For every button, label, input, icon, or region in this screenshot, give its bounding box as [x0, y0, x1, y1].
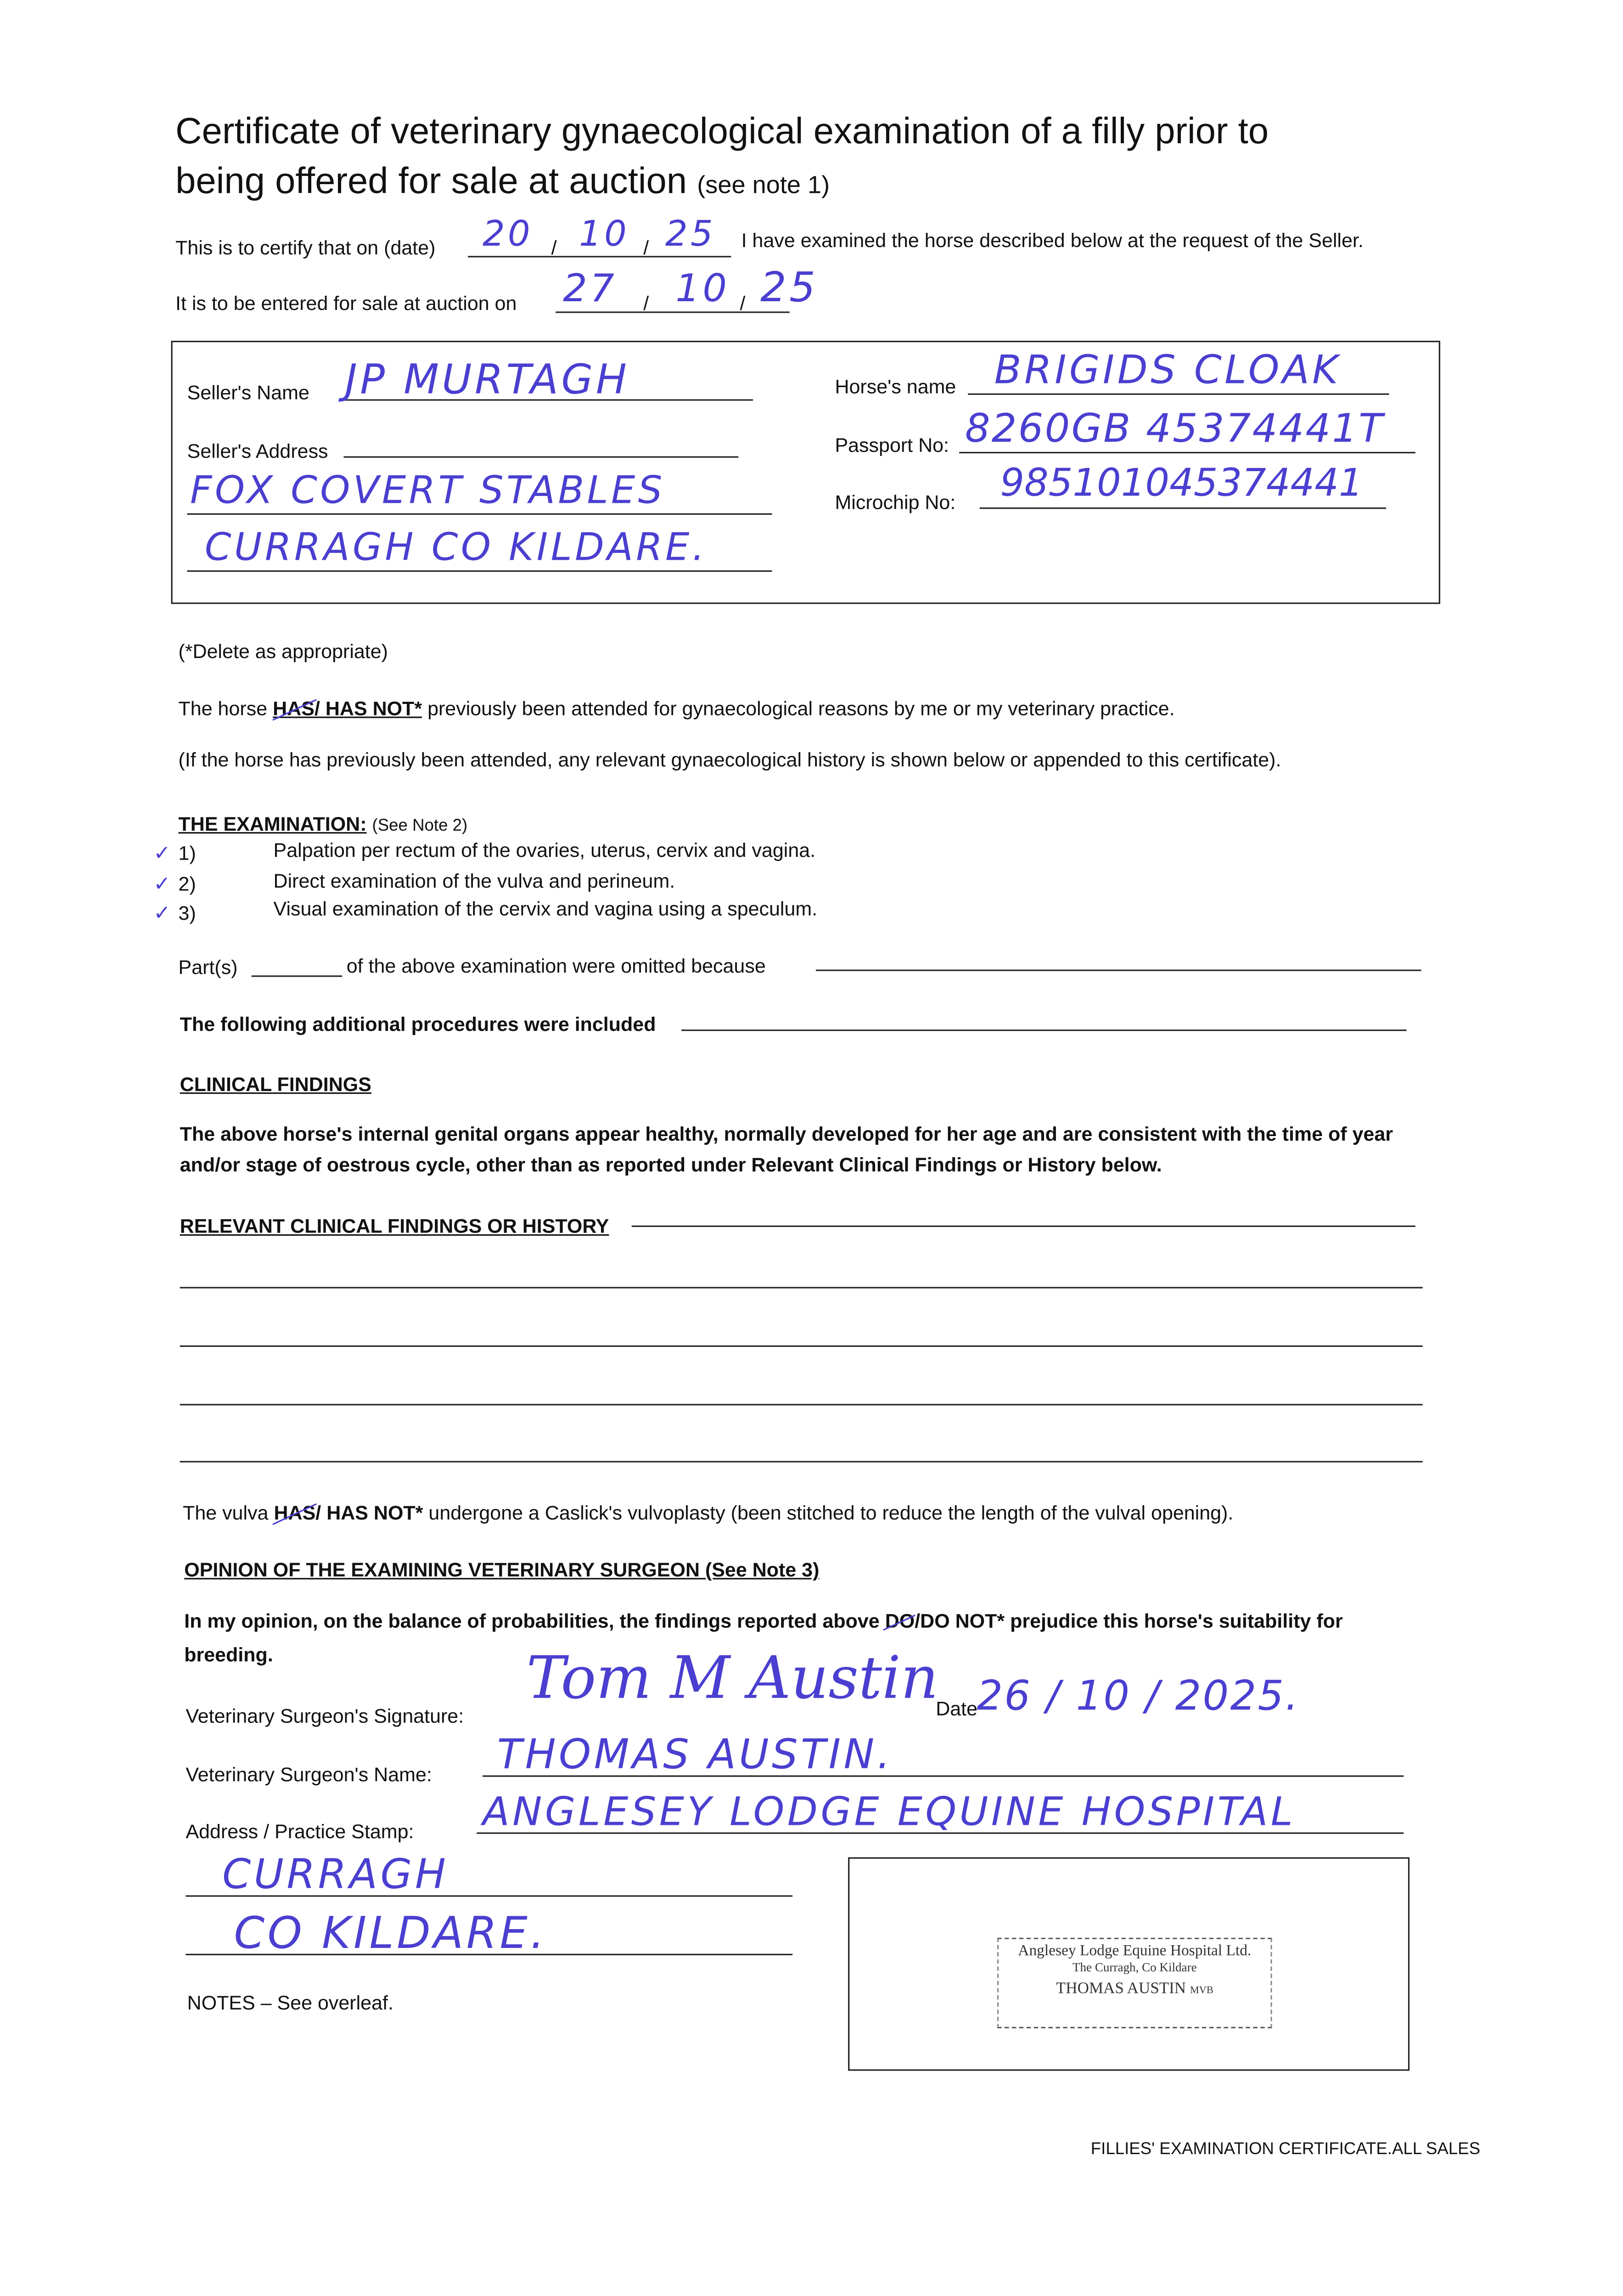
- omitted-parts-line: [252, 975, 342, 977]
- clinical-text: The above horse's internal genital organs appear healthy, normally developed for her age and are consistent with the time of year: [180, 1123, 1393, 1145]
- auction-date-year: 25: [760, 263, 819, 312]
- vulva-prefix: The vulva: [183, 1502, 269, 1524]
- seller-name-label: Seller's Name: [187, 382, 309, 404]
- relevant-line: [180, 1461, 1423, 1463]
- exam-item-num: 2): [178, 873, 196, 895]
- opinion-heading: OPINION OF THE EXAMINING VETERINARY SURGEON (See Note 3): [184, 1559, 820, 1581]
- relevant-heading: RELEVANT CLINICAL FINDINGS OR HISTORY: [180, 1215, 609, 1238]
- exam-item-text: Visual examination of the cervix and vagina using a speculum.: [273, 898, 818, 920]
- check-icon: ✓: [153, 873, 174, 897]
- seller-address-line1: [187, 513, 772, 515]
- title-text: being offered for sale at auction: [175, 161, 687, 202]
- address-value3: CO KILDARE.: [234, 1908, 548, 1960]
- practice-stamp: [997, 1938, 1272, 2028]
- stamp-line1: Anglesey Lodge Equine Hospital Ltd.: [1018, 1943, 1252, 1960]
- seller-address-line2: [187, 570, 772, 572]
- opinion-text: [184, 1610, 1342, 1632]
- horse-name-line: [968, 394, 1389, 395]
- slash: /: [643, 292, 649, 315]
- opinion-do-not: /DO NOT*: [915, 1610, 1005, 1632]
- opinion-line2: breeding.: [184, 1643, 273, 1666]
- address-value2: CURRAGH: [222, 1850, 449, 1898]
- relevant-line: [180, 1287, 1423, 1289]
- exam-item-num: 1): [178, 842, 196, 865]
- microchip-label: Microchip No:: [835, 491, 956, 513]
- attended-suffix: previously been attended for gynaecological reasons by me or my veterinary practice.: [427, 698, 1175, 720]
- exam-date-line: [468, 256, 731, 257]
- seller-address-line: [343, 456, 738, 458]
- footer-text: FILLIES' EXAMINATION CERTIFICATE.ALL SALES: [1090, 2141, 1481, 2159]
- vulva-suffix: undergone a Caslick's vulvoplasty (been stitched to reduce the length of the vulval opening).: [428, 1502, 1234, 1524]
- exam-item-num: 3): [178, 902, 196, 924]
- address-value1: ANGLESEY LODGE EQUINE HOSPITAL: [482, 1790, 1296, 1835]
- seller-address-value1: FOX COVERT STABLES: [190, 469, 665, 513]
- check-icon: ✓: [153, 842, 174, 866]
- vet-name-label: Veterinary Surgeon's Name:: [185, 1763, 432, 1786]
- seller-address-label: Seller's Address: [187, 440, 328, 462]
- title-line1: Certificate of veterinary gynaecological examination of a filly prior to: [175, 111, 1269, 152]
- attended-has-struck: HAS: [273, 698, 314, 720]
- microchip-line: [980, 507, 1386, 509]
- slash: /: [551, 236, 557, 259]
- passport-line: [959, 452, 1415, 453]
- vet-date: 26 / 10 / 2025.: [977, 1671, 1300, 1720]
- clinical-heading: CLINICAL FINDINGS: [180, 1073, 371, 1096]
- check-icon: ✓: [153, 902, 174, 926]
- address-label: Address / Practice Stamp:: [185, 1820, 414, 1843]
- vet-name-value: THOMAS AUSTIN.: [497, 1730, 893, 1778]
- attended-has-not: / HAS NOT*: [314, 698, 422, 720]
- auction-date-month: 10: [675, 267, 730, 312]
- title-line2: [175, 161, 830, 203]
- auction-date-day: 27: [563, 267, 618, 312]
- delete-note: (*Delete as appropriate): [178, 640, 388, 663]
- auction-prefix: It is to be entered for sale at auction on: [175, 292, 517, 315]
- slash: /: [643, 236, 649, 259]
- slash: /: [740, 292, 746, 315]
- notes-label: NOTES – See overleaf.: [187, 1992, 393, 2014]
- exam-date-month: 10: [579, 213, 630, 255]
- vulva-has-struck: HAS: [274, 1502, 316, 1524]
- clinical-text: and/or stage of oestrous cycle, other than as reported under Relevant Clinical Findings or History below.: [180, 1154, 1162, 1176]
- passport-label: Passport No:: [835, 434, 949, 456]
- examination-heading-text: THE EXAMINATION:: [178, 813, 367, 835]
- history-note: (If the horse has previously been attended, any relevant gynaecological history is shown below or appended to this certificate).: [178, 748, 1281, 771]
- omitted-middle: of the above examination were omitted because: [346, 955, 766, 977]
- additional-procedures-line: [681, 1030, 1407, 1031]
- exam-date-year: 25: [665, 213, 716, 255]
- examination-note: (See Note 2): [372, 817, 468, 835]
- additional-procedures-label: The following additional procedures were included: [180, 1013, 656, 1035]
- microchip-value: 985101045374441: [1000, 462, 1363, 506]
- relevant-line: [180, 1404, 1423, 1405]
- certify-prefix: This is to certify that on (date): [175, 236, 436, 259]
- relevant-line: [180, 1345, 1423, 1347]
- opinion-suffix: prejudice this horse's suitability for: [1010, 1610, 1343, 1632]
- date-label: Date: [936, 1698, 978, 1720]
- stamp-line2: The Curragh, Co Kildare: [1072, 1959, 1197, 1975]
- vulva-statement: [183, 1502, 1233, 1524]
- omitted-reason-line: [816, 969, 1421, 971]
- exam-date-day: 20: [482, 213, 533, 255]
- passport-value: 8260GB 45374441T: [965, 406, 1384, 452]
- opinion-do-struck: DO: [885, 1610, 915, 1632]
- opinion-prefix: In my opinion, on the balance of probabilities, the findings reported above: [184, 1610, 880, 1632]
- attended-prefix: The horse: [178, 698, 268, 720]
- exam-item-text: Direct examination of the vulva and perineum.: [273, 870, 675, 892]
- seller-name-value: JP MURTAGH: [345, 355, 630, 404]
- examination-heading: [179, 813, 468, 835]
- horse-name-value: BRIGIDS CLOAK: [994, 348, 1341, 394]
- auction-date-line: [556, 311, 790, 313]
- vet-signature: Tom M Austin: [526, 1645, 938, 1713]
- exam-item-text: Palpation per rectum of the ovaries, uterus, cervix and vagina.: [273, 839, 816, 861]
- certify-suffix: I have examined the horse described below at the request of the Seller.: [741, 229, 1364, 252]
- attended-statement: [179, 698, 1175, 720]
- signature-label: Veterinary Surgeon's Signature:: [185, 1705, 464, 1728]
- title-note: (see note 1): [697, 171, 830, 199]
- stamp-line3: THOMAS AUSTIN: [1056, 1980, 1186, 1998]
- relevant-line: [632, 1226, 1415, 1227]
- seller-address-value2: CURRAGH CO KILDARE.: [204, 526, 708, 571]
- vulva-has-not: / HAS NOT*: [315, 1502, 423, 1524]
- horse-name-label: Horse's name: [835, 376, 956, 398]
- omitted-prefix: Part(s): [178, 956, 238, 979]
- stamp-suffix: MVB: [1190, 1984, 1213, 1997]
